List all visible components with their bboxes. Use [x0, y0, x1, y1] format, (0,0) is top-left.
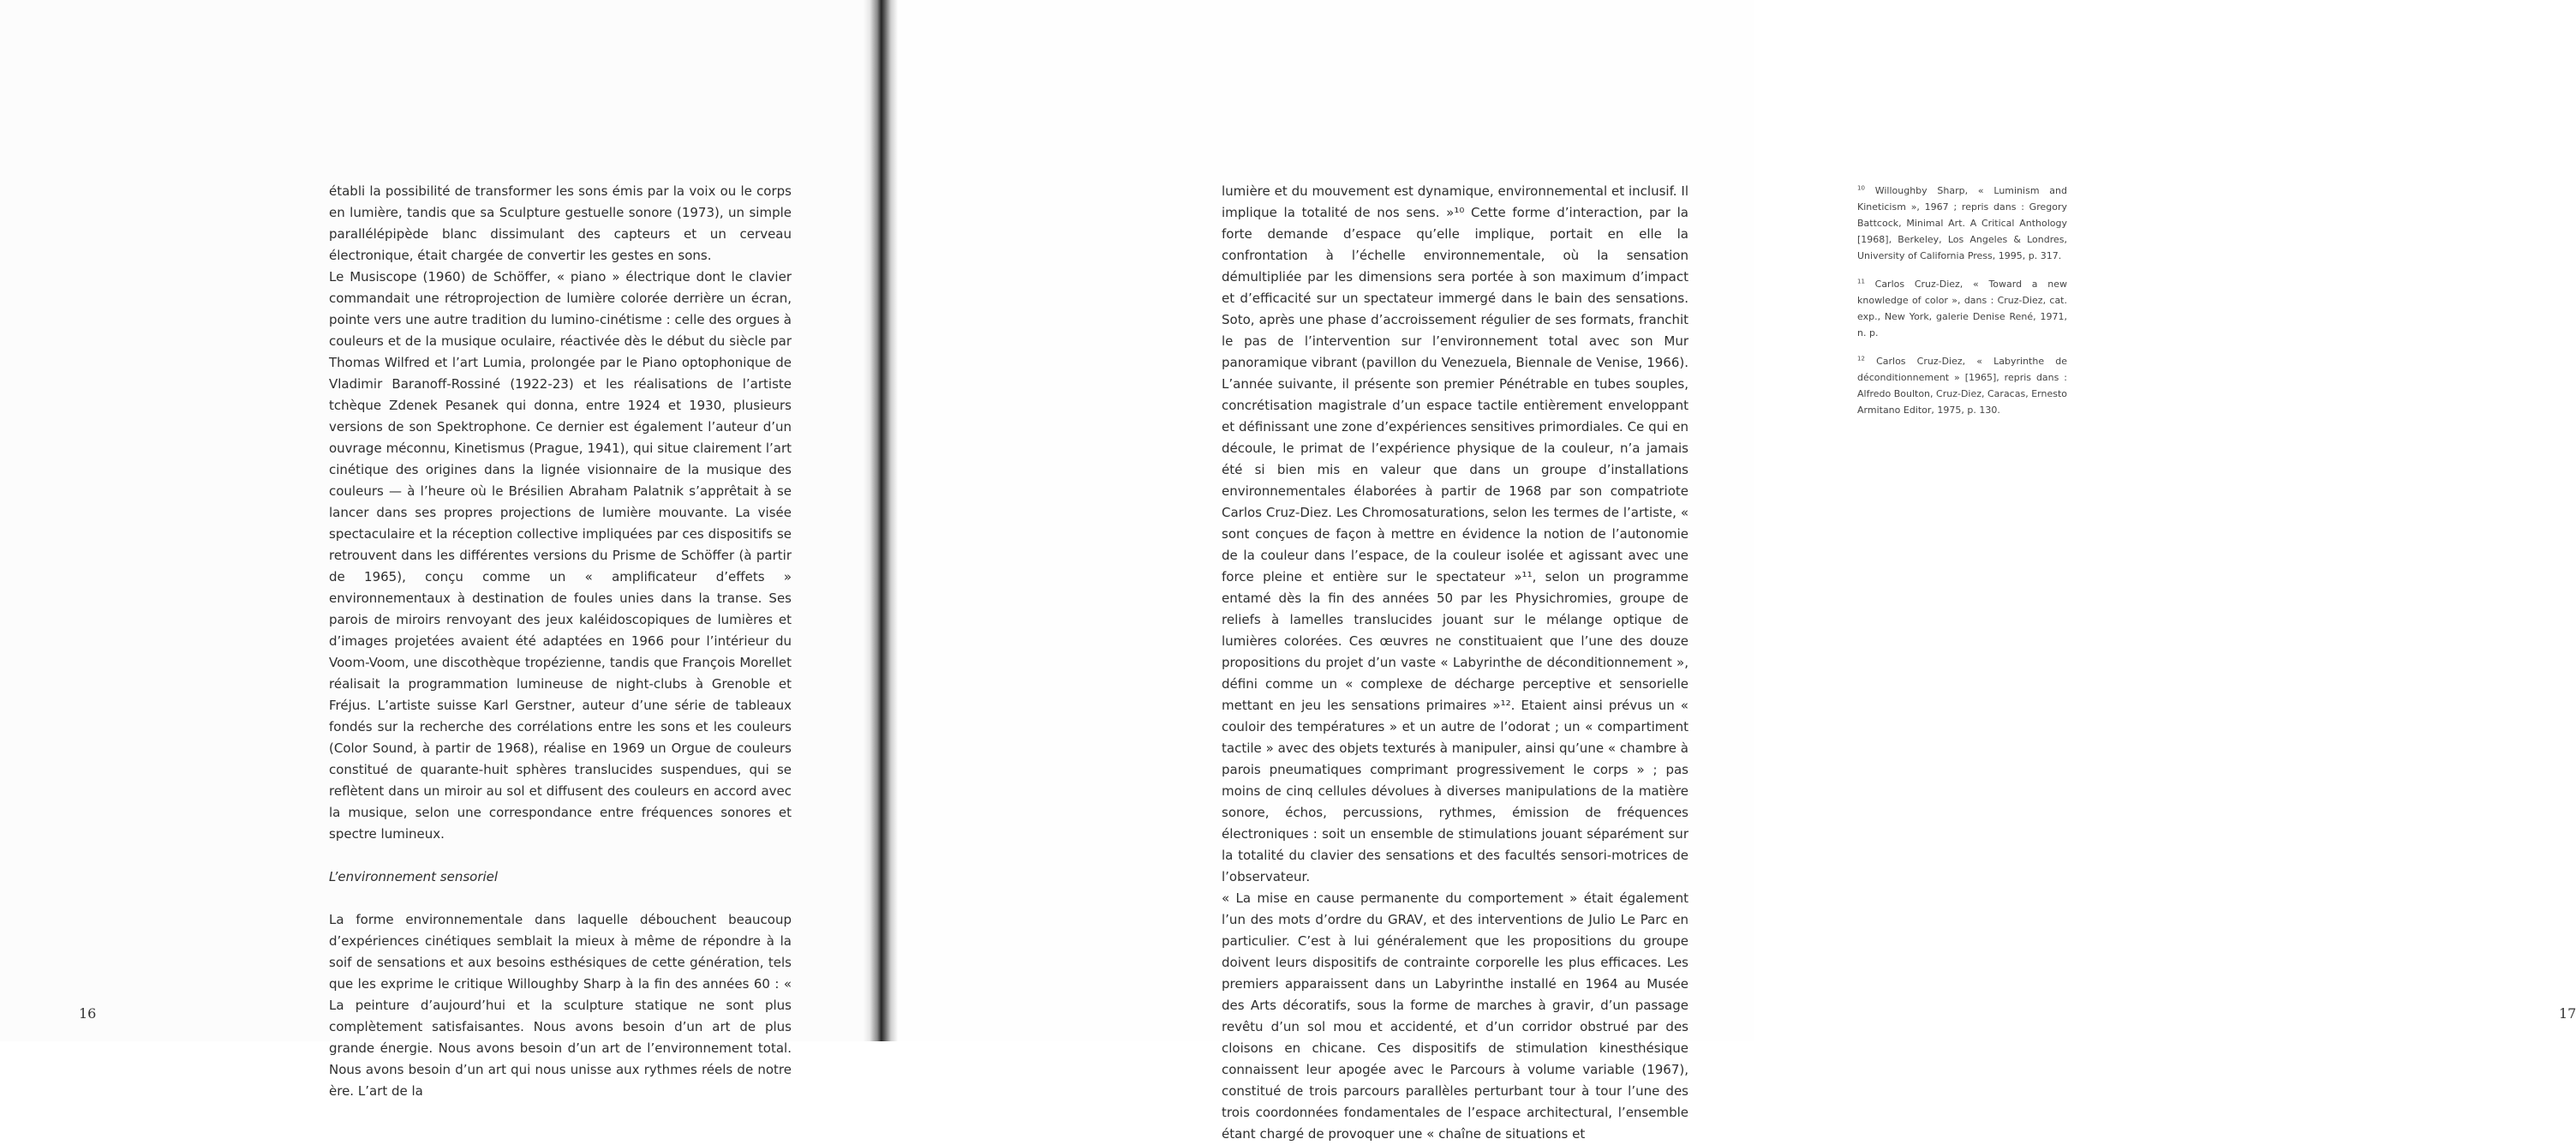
- section-heading: L’environnement sensoriel: [329, 869, 499, 884]
- right-text-column: [1222, 181, 1688, 1145]
- left-text-column: [329, 181, 792, 1102]
- footnote-text: Carlos Cruz-Diez, « Toward a new knowledge of color », dans : Cruz-Diez, cat. exp., New York, galerie Denise René, 1971, n. p.: [1857, 279, 2067, 339]
- footnote: [1857, 353, 2067, 418]
- paragraph: La forme environnementale dans laquelle débouchent beaucoup d’expériences cinétiques semblait la mieux à même de répondre à la soif de sensations et aux besoins esthésiques de cette génération, tels que les exprime le critique Willoughby Sharp à la fin des années 60 : « La peinture d’aujourd’hui et la sculpture statique ne sont plus complètement satisfaisantes. Nous avons besoin d’un art de plus grande énergie. Nous avons besoin d’un art de l’environnement total. Nous avons besoin d’un art qui nous unisse aux rythmes réels de notre ère. L’art de la: [329, 912, 792, 1099]
- footnote-text: Carlos Cruz-Diez, « Labyrinthe de déconditionnement » [1965], repris dans : Alfredo Boulton, Cruz-Diez, Caracas, Ernesto Armitano Editor, 1975, p. 130.: [1857, 356, 2067, 416]
- footnote-number: 10: [1857, 184, 1865, 192]
- paragraph: Le Musiscope (1960) de Schöffer, « piano » électrique dont le clavier commandait une rétroprojection de lumière colorée derrière un écran, pointe vers une autre tradition du lumino-cinétisme : celle des orgues à couleurs et de la musique oculaire, réactivée dès le début du siècle par Thomas Wilfred et l’art Lumia, prolongée par le Piano optophonique de Vladimir Baranoff-Rossiné (1922-23) et les réalisations de l’artiste tchèque Zdenek Pesanek qui donna, entre 1924 et 1930, plusieurs versions de son Spektrophone. Ce dernier est également l’auteur d’un ouvrage méconnu, Kinetismus (Prague, 1941), qui situe clairement l’art cinétique des origines dans la lignée visionnaire de la musique des couleurs — à l’heure où le Brésilien Abraham Palatnik s’apprêtait à se lancer dans ses propres projections de lumière mouvante. La visée spectaculaire et la réception collective impliquées par ces dispositifs se retrouvent dans les différentes versions du Prisme de Schöffer (à partir de 1965), conçu comme un « amplificateur d’effets » environnementaux à destination de foules unies dans la transe. Ses parois de miroirs renvoyant des jeux kaléidoscopiques de lumières et d’images projetées avaient été adaptées en 1966 pour l’intérieur du Voom-Voom, une discothèque tropézienne, tandis que François Morellet réalisait la programmation lumineuse de night-clubs à Grenoble et Fréjus. L’artiste suisse Karl Gerstner, auteur d’une série de tableaux fondés sur la recherche des corrélations entre les sons et les couleurs (Color Sound, à partir de 1968), réalise en 1969 un Orgue de couleurs constitué de quarante-huit sphères translucides suspendues, qui se reflètent dans un miroir au sol et diffusent des couleurs en accord avec la musique, selon une correspondance entre fréquences sonores et spectre lumineux.: [329, 269, 792, 842]
- footnote: [1857, 183, 2067, 264]
- page-number-left: 16: [79, 1005, 97, 1022]
- footnote-text: Willoughby Sharp, « Luminism and Kineticism », 1967 ; repris dans : Gregory Battcock, Minimal Art. A Critical Anthology [1968], Berkeley, Los Angeles & Londres, University of California Press, 1995, p. 317.: [1857, 185, 2068, 261]
- paragraph: établi la possibilité de transformer les sons émis par la voix ou le corps en lumière, tandis que sa Sculpture gestuelle sonore (1973), un simple parallélépipède blanc dissimulant des capteurs et un cerveau électronique, était chargée de convertir les gestes en sons.: [329, 183, 792, 263]
- footnotes: [1857, 183, 2067, 430]
- footnote-number: 11: [1857, 278, 1865, 285]
- left-page: [0, 0, 874, 1099]
- paragraph: « La mise en cause permanente du comportement » était également l’un des mots d’ordre du GRAV, et des interventions de Julio Le Parc en particulier. C’est à lui généralement que les propositions du groupe doivent leurs dispositifs de contrainte corporelle les plus efficaces. Les premiers apparaissent dans un Labyrinthe installé en 1964 au Musée des Arts décoratifs, sous la forme de marches à gravir, d’un passage revêtu d’un sol mou et accidenté, et d’un corridor obstrué par des cloisons en chicane. Ces dispositifs de stimulation kinesthésique connaissent leur apogée avec le Parcours à volume variable (1967), constitué de trois parcours parallèles perturbant tour à tour l’une des trois coordonnées fondamentales de l’espace architectural, l’ensemble étant chargé de provoquer une « chaîne de situations et: [1222, 890, 1688, 1142]
- page-number-right: 17: [2559, 1005, 2576, 1022]
- footnote: [1857, 276, 2067, 341]
- footnote-number: 12: [1857, 355, 1865, 363]
- paragraph: lumière et du mouvement est dynamique, environnemental et inclusif. Il implique la totalité de nos sens. »¹⁰ Cette forme d’interaction, par la forte demande d’espace qu’elle implique, portait en elle la confrontation à l’échelle environnementale, où la sensation démultipliée par les dimensions sera portée à son maximum d’impact et d’efficacité sur un spectateur immergé dans le bain des sensations. Soto, après une phase d’accroissement régulier de ses formats, franchit le pas de l’intervention sur l’environnement total avec son Mur panoramique vibrant (pavillon du Venezuela, Biennale de Venise, 1966). L’année suivante, il présente son premier Pénétrable en tubes souples, concrétisation magistrale d’un espace tactile entièrement enveloppant et définissant une zone d’expériences sensitives primordiales. Ce qui en découle, le primat de l’expérience physique de la couleur, n’a jamais été si bien mis en valeur que dans un groupe d’installations environnementales élaborées à partir de 1968 par son compatriote Carlos Cruz-Diez. Les Chromosaturations, selon les termes de l’artiste, « sont conçues de façon à mettre en évidence la notion de l’autonomie de la couleur dans l’espace, de la couleur isolée et agissant avec une force pleine et entière sur le spectateur »¹¹, selon un programme entamé dès la fin des années 50 par les Physichromies, groupe de reliefs à lamelles translucides jouant sur le mélange optique de lumières colorées. Ces œuvres ne constituaient que l’une des douze propositions du projet d’un vaste « Labyrinthe de déconditionnement », défini comme un « complexe de décharge perceptive et sensorielle mettant en jeu les sensations primaires »¹². Etaient ainsi prévus un « couloir des températures » et un autre de l’odorat ; un « compartiment tactile » avec des objets texturés à manipuler, ainsi qu’une « chambre à parois pneumatiques comprimant progressivement le corps » ; pas moins de cinq cellules dévolues à diverses manipulations de la matière sonore, échos, percussions, rythmes, émission de fréquences électroniques : soit un ensemble de stimulations jouant séparément sur la totalité du clavier des sensations et des facultés sensori-motrices de l’observateur.: [1222, 183, 1688, 884]
- book-gutter: [864, 0, 898, 1041]
